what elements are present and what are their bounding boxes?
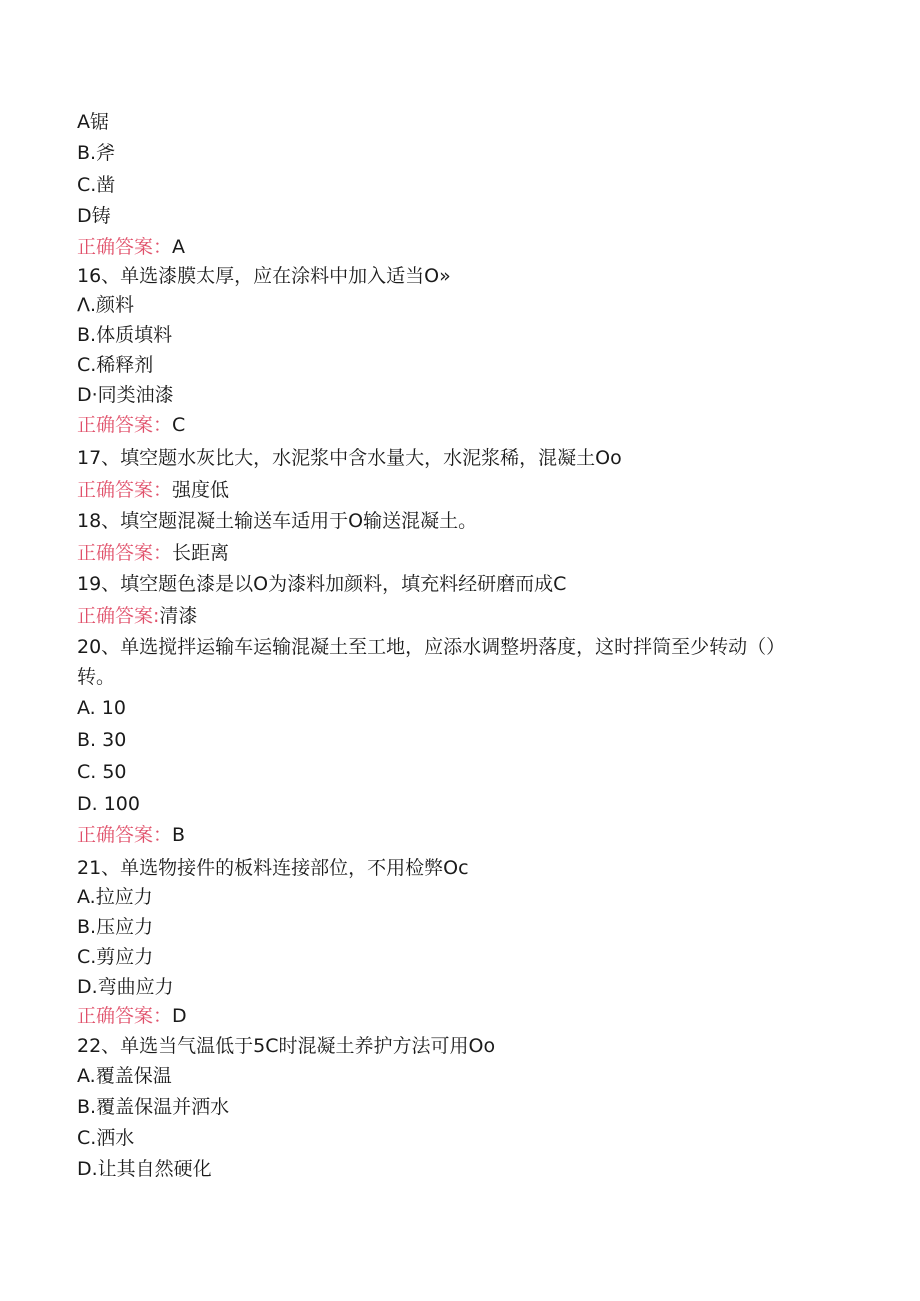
option-a: A锯 xyxy=(77,111,109,133)
option-b: B.压应力 xyxy=(77,916,154,938)
answer-line xyxy=(77,235,185,259)
option-a: Λ.颜料 xyxy=(77,294,135,316)
option-a: A. 10 xyxy=(77,697,126,719)
answer-value: 强度低 xyxy=(172,479,230,501)
option-b: B. 30 xyxy=(77,729,127,751)
question-20: 20、单选搅拌运输车运输混凝土至工地，应添水调整坍落度，这时拌筒至少转动（）转。 xyxy=(77,636,786,688)
option-c: C.稀释剂 xyxy=(77,354,154,376)
answer-label: 正确答案： xyxy=(77,824,173,846)
option-d: D.弯曲应力 xyxy=(77,976,174,998)
option-a: A.覆盖保温 xyxy=(77,1065,172,1087)
question-21: 21、单选物接件的板料连接部位，不用检弊Oc xyxy=(77,857,469,879)
option-c: C.洒水 xyxy=(77,1127,135,1149)
option-c: C.剪应力 xyxy=(77,946,154,968)
question-19: 19、填空题色漆是以O为漆料加颜料，填充料经研磨而成C xyxy=(77,573,567,595)
option-b: B.斧 xyxy=(77,142,116,164)
answer-line xyxy=(77,604,197,628)
option-a: A.拉应力 xyxy=(77,886,153,908)
answer-value: C xyxy=(172,414,186,436)
option-d: D. 100 xyxy=(77,793,140,815)
answer-line xyxy=(77,413,185,437)
option-d: D·同类油漆 xyxy=(77,384,174,406)
answer-label: 正确答案： xyxy=(77,236,173,258)
option-c: C. 50 xyxy=(77,761,127,783)
option-d: D铸 xyxy=(77,205,111,227)
question-16: 16、单选漆膜太厚，应在涂料中加入适当O» xyxy=(77,265,451,287)
answer-label: 正确答案: xyxy=(77,605,160,627)
answer-label: 正确答案： xyxy=(77,414,173,436)
answer-value: A xyxy=(172,236,186,258)
answer-line xyxy=(77,1004,187,1028)
option-c: C.凿 xyxy=(77,174,116,196)
option-b: B.覆盖保温并洒水 xyxy=(77,1096,230,1118)
answer-value: D xyxy=(172,1005,187,1027)
question-17: 17、填空题水灰比大，水泥浆中含水量大，水泥浆稀，混凝土Oo xyxy=(77,447,622,469)
answer-value: B xyxy=(172,824,186,846)
answer-line xyxy=(77,823,185,847)
answer-value: 长距离 xyxy=(172,542,230,564)
question-18: 18、填空题混凝土输送车适用于O输送混凝土。 xyxy=(77,510,478,532)
option-b: B.体质填料 xyxy=(77,324,173,346)
answer-line xyxy=(77,541,229,565)
answer-line xyxy=(77,478,229,502)
answer-label: 正确答案： xyxy=(77,542,173,564)
answer-label: 正确答案： xyxy=(77,479,173,501)
answer-value: 清漆 xyxy=(159,605,198,627)
question-22: 22、单选当气温低于5C时混凝土养护方法可用Oo xyxy=(77,1035,496,1057)
answer-label: 正确答案： xyxy=(77,1005,173,1027)
option-d: D.让其自然硬化 xyxy=(77,1158,212,1180)
